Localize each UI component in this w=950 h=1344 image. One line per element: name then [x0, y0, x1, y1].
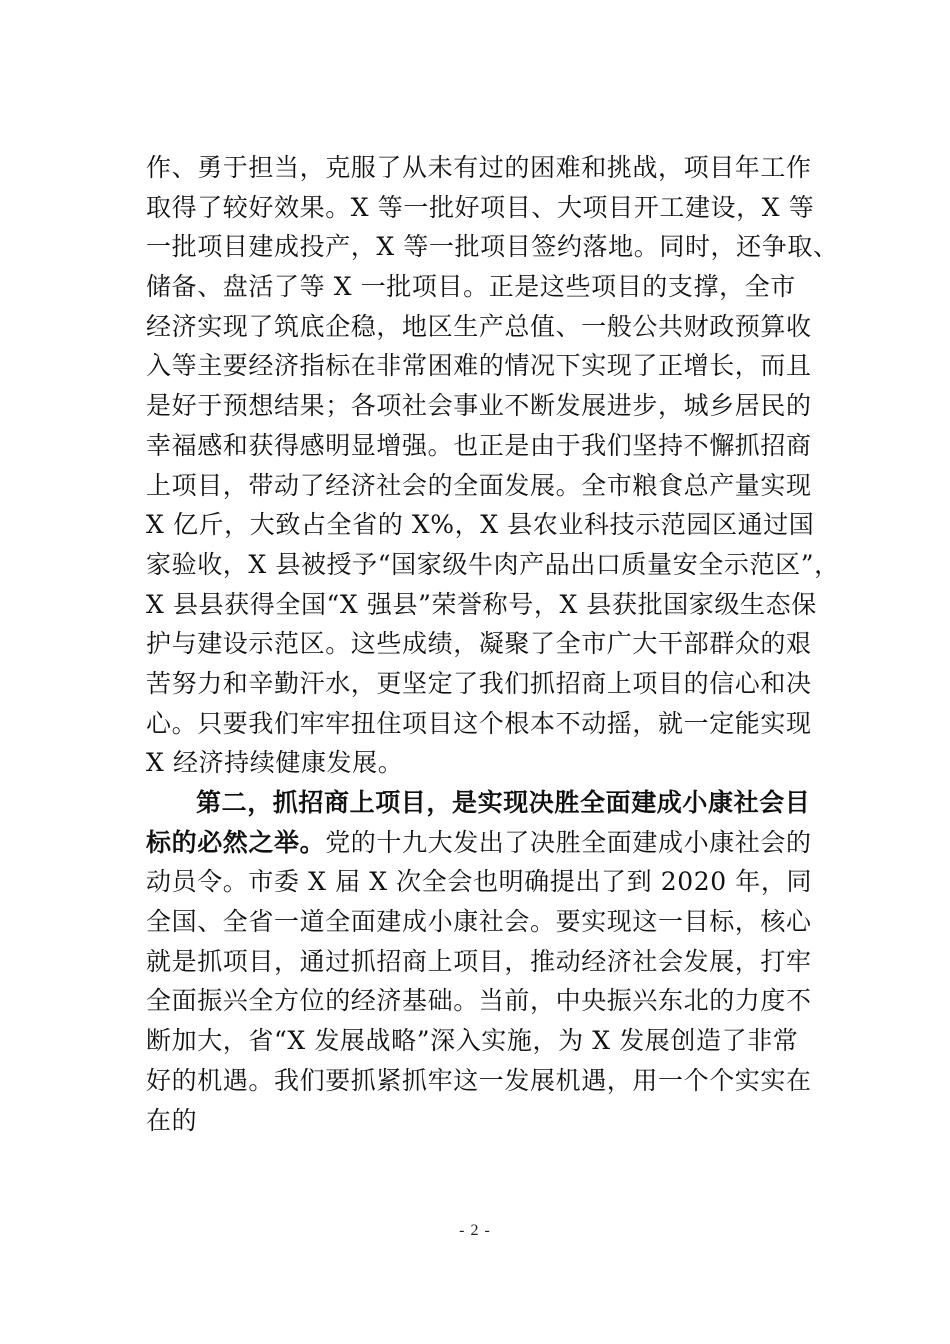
text-line [146, 426, 812, 466]
text-segment: 入等主要经济指标在非常困难的情况下实现了正增长，而且 [146, 351, 812, 381]
text-segment: 就是抓项目，通过抓招商上项目，推动经济社会发展，打牢 [146, 946, 812, 976]
text-line [146, 188, 815, 228]
text-segment: 作、勇于担当，克服了从未有过的困难和挑战，项目年工作 [146, 153, 812, 182]
text-segment: 在的 [146, 1105, 198, 1135]
text-segment: 苦努力和辛勤汗水，更坚定了我们抓招商上项目的信心和决 [146, 668, 812, 698]
text-line [146, 1061, 812, 1101]
text-line [146, 981, 812, 1021]
text-segment: 储备、盘活了等 X 一批项目。正是这些项目的支撑，全市 [146, 272, 796, 302]
text-segment: 护与建设示范区。这些成绩，凝聚了全市广大干部群众的艰 [146, 629, 812, 659]
text-line [146, 148, 812, 188]
text-line [146, 545, 840, 585]
bold-text-segment: 标的必然之举。 [146, 827, 326, 857]
text-line [146, 1101, 806, 1141]
text-line [146, 227, 839, 267]
text-segment: 是好于预想结果；各项社会事业不断发展进步，城乡居民的 [146, 391, 812, 421]
text-line [146, 664, 812, 704]
text-segment: 取得了较好效果。X 等一批好项目、大项目开工建设，X 等 [146, 192, 815, 222]
text-line [146, 346, 812, 386]
text-segment: 党的十九大发出了决胜全面建成小康社会的 [325, 827, 812, 857]
text-line [146, 942, 812, 982]
page-number: - 2 - [459, 1222, 491, 1239]
text-line [146, 783, 811, 823]
text-segment: 好的机遇。我们要抓紧抓牢这一发展机遇，用一个个实实在 [146, 1065, 812, 1095]
text-segment: 家验收，X 县被授予“国家级牛肉产品出口质量安全示范区”， [146, 549, 840, 579]
text-segment: 心。只要我们牢牢扭住项目这个根本不动摇，就一定能实现 [146, 708, 812, 738]
text-segment: 幸福感和获得感明显增强。也正是由于我们坚持不懈抓招商 [146, 430, 812, 460]
body-text [146, 148, 840, 1140]
text-line [146, 267, 806, 307]
text-line [146, 862, 813, 902]
text-line [146, 505, 815, 545]
text-line [146, 704, 812, 744]
text-segment: 一批项目建成投产，X 等一批项目签约落地。同时，还争取、 [146, 232, 839, 262]
text-line [146, 823, 812, 863]
text-segment: 经济实现了筑底企稳，地区生产总值、一般公共财政预算收 [146, 311, 812, 341]
text-segment: 上项目，带动了经济社会的全面发展。全市粮食总产量实现 [146, 470, 812, 500]
text-line [146, 585, 817, 625]
text-segment: X 经济持续健康发展。 [146, 748, 404, 778]
text-line [146, 624, 812, 664]
text-line [146, 1021, 806, 1061]
text-segment: 动员令。市委 X 届 X 次全会也明确提出了到 2020 年，同 [146, 867, 813, 897]
text-line [146, 466, 812, 506]
text-line [146, 902, 812, 942]
text-segment: 全国、全省一道全面建成小康社会。要实现这一目标，核心 [146, 907, 812, 937]
bold-text-segment: 第二，抓招商上项目，是实现决胜全面建成小康社会目 [196, 788, 811, 817]
text-segment: 全面振兴全方位的经济基础。当前，中央振兴东北的力度不 [146, 986, 812, 1016]
text-line [146, 307, 812, 347]
text-line [146, 386, 812, 426]
text-segment: X 县县获得全国“X 强县”荣誉称号，X 县获批国家级生态保 [146, 589, 817, 619]
text-segment: 断加大，省“X 发展战略”深入实施，为 X 发展创造了非常 [146, 1026, 799, 1056]
text-segment: X 亿斤，大致占全省的 X%，X 县农业科技示范园区通过国 [146, 510, 815, 540]
text-line [146, 743, 806, 783]
